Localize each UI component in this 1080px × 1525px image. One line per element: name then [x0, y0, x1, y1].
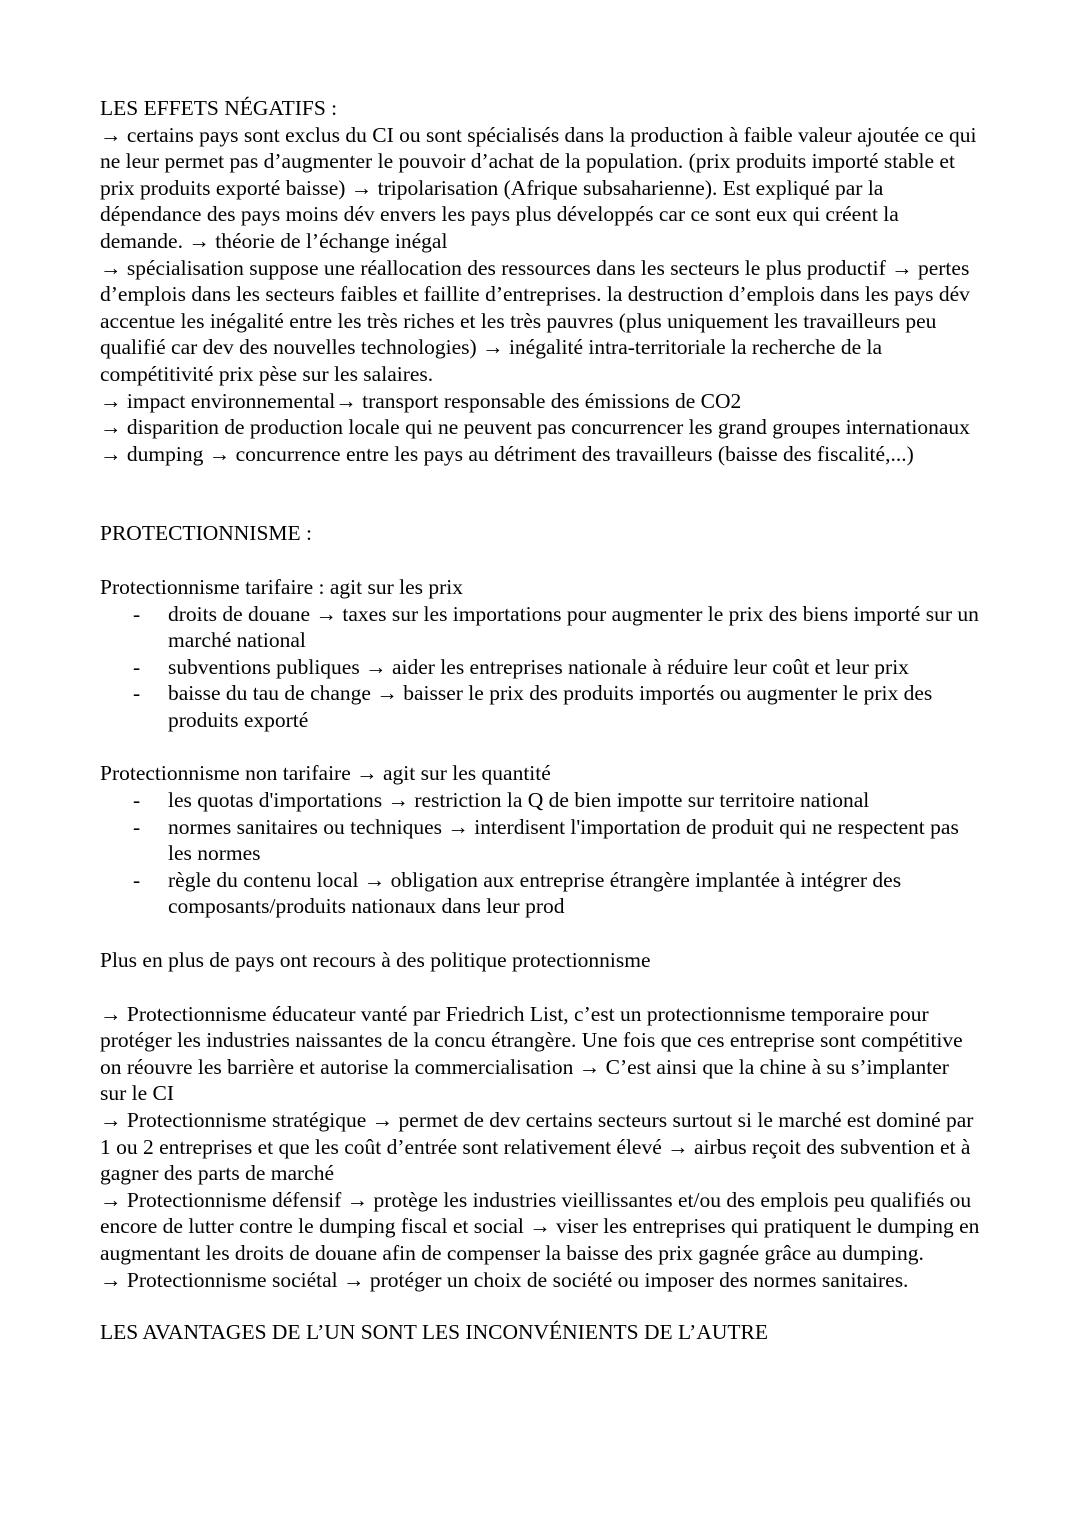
paragraph-specialisation-reallocation: → spécialisation suppose une réallocation des ressources dans les secteurs le plus productif → pertes d’emplois dans les secteurs faibles et faillite d’entreprises. la destruction d’emplois dans les pays dév accentue les inégalité entre les très riches et les très pauvres (plus uniquement les travailleurs peu qualifié car dev des nouvelles technologies) → inégalité intra-territoriale la recherche de la compétitivité prix pèse sur les salaires.: [100, 255, 970, 386]
bullet-dash-icon: -: [133, 814, 141, 839]
paragraph-spacer: [100, 547, 980, 574]
paragraph-disparition-production-locale: → disparition de production locale qui ne peuvent pas concurrencer les grand groupes internationaux: [100, 415, 970, 440]
list-item-text: droits de douane → taxes sur les importations pour augmenter le prix des biens importé sur un marché national: [168, 601, 979, 653]
document-body: [100, 95, 980, 1346]
heading-les-effets-negatifs: LES EFFETS NÉGATIFS :: [100, 96, 338, 120]
list-item-text: normes sanitaires ou techniques → interdisent l'importation de produit qui ne respectent pas les normes: [168, 814, 959, 866]
paragraph-pays-exclus-du-ci: → certains pays sont exclus du CI ou sont spécialisés dans la production à faible valeur ajoutée ce qui ne leur permet pas d’augmenter le pouvoir d’achat de la population. (prix produits importé stable et prix produits exporté baisse) → tripolarisation (Afrique subsaharienne). Est expliqué par la dépendance des pays moins dév envers les pays plus développés car ce sont eux qui créent la demande. → théorie de l’échange inégal: [100, 122, 977, 253]
paragraph-protectionnisme-tarifaire: Protectionnisme tarifaire : agit sur les prix: [100, 574, 464, 599]
paragraph-protectionnisme-strategique: → Protectionnisme stratégique → permet de dev certains secteurs surtout si le marché est dominé par 1 ou 2 entreprises et que les coût d’entrée sont relativement élevé → airbus reçoit des subvention et à gagner des parts de marché: [100, 1108, 974, 1186]
list-item-text: règle du contenu local → obligation aux entreprise étrangère implantée à intégrer des composants/produits nationaux dans leur prod: [168, 867, 902, 919]
paragraph-plus-en-plus-de-pays: Plus en plus de pays ont recours à des politique protectionnisme: [100, 948, 651, 973]
bullet-dash-icon: -: [133, 867, 141, 892]
paragraph-spacer: [100, 920, 980, 947]
bullet-dash-icon: -: [133, 788, 141, 813]
list-item: [100, 787, 980, 814]
paragraph-protectionnisme-societal: → Protectionnisme sociétal → protéger un choix de société ou imposer des normes sanitaires.: [100, 1267, 909, 1292]
bullet-dash-icon: -: [133, 681, 141, 706]
list-protectionnisme-tarifaire: [100, 601, 980, 734]
list-item: [100, 814, 980, 867]
paragraph-dumping-concurrence: → dumping → concurrence entre les pays au détriment des travailleurs (baisse des fiscalité,...): [100, 441, 914, 466]
paragraph-spacer: [100, 1293, 980, 1319]
bullet-dash-icon: -: [133, 654, 141, 679]
list-item: [100, 867, 980, 920]
list-item-text: baisse du tau de change → baisser le prix des produits importés ou augmenter le prix des produits exporté: [168, 681, 933, 732]
list-item-text: les quotas d'importations → restriction la Q de bien impotte sur territoire national: [168, 788, 870, 813]
paragraph-protectionnisme-defensif: → Protectionnisme défensif → protège les industries vieillissantes et/ou des emplois peu qualifiés ou encore de lutter contre le dumping fiscal et social → viser les entreprises qui pratiquent le dumping en augmentant les droits de douane afin de compenser la baisse des prix gagnée grâce au dumping.: [100, 1187, 980, 1265]
paragraph-protectionnisme-non-tarifaire: Protectionnisme non tarifaire → agit sur les quantité: [100, 761, 551, 786]
list-item: [100, 601, 980, 654]
list-item-text: subventions publiques → aider les entreprises nationale à réduire leur coût et leur prix: [168, 654, 909, 679]
paragraph-spacer: [100, 733, 980, 760]
paragraph-protectionnisme-educateur: → Protectionnisme éducateur vanté par Friedrich List, c’est un protectionnisme temporaire pour protéger les industries naissantes de la concu étrangère. Une fois que ces entreprise sont compétitive on réouvre les barrière et autorise la commercialisation → C’est ainsi que la chine à su s’implanter sur le CI: [100, 1001, 963, 1106]
list-item: [100, 654, 980, 681]
list-protectionnisme-non-tarifaire: [100, 787, 980, 920]
paragraph-impact-environnemental: → impact environnemental→ transport responsable des émissions de CO2: [100, 388, 742, 413]
paragraph-spacer: [100, 974, 980, 1001]
section-spacer: [100, 467, 980, 520]
bullet-dash-icon: -: [133, 601, 141, 626]
list-item: [100, 680, 980, 733]
heading-protectionnisme: PROTECTIONNISME :: [100, 521, 313, 546]
heading-avantages-inconvenients: LES AVANTAGES DE L’UN SONT LES INCONVÉNIENTS DE L’AUTRE: [100, 1320, 768, 1345]
